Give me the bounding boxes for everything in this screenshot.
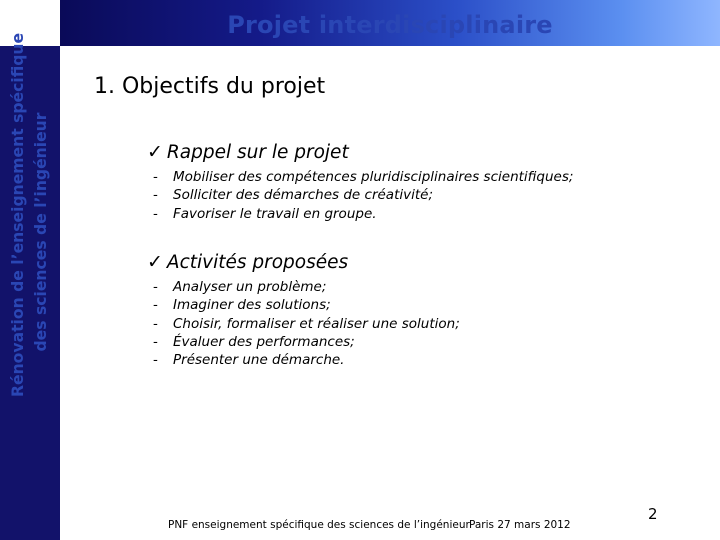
list-item: - Mobiliser des compétences pluridisciplinaires scientifiques; <box>153 169 574 185</box>
side-caption <box>0 0 60 540</box>
check-icon: ✓ <box>147 141 163 163</box>
page-number: 2 <box>648 505 658 523</box>
dash-icon: - <box>153 333 158 350</box>
side-caption-line-2: des sciences de l’ingénieur <box>32 112 50 352</box>
dash-icon: - <box>153 187 158 204</box>
list-item: - Solliciter des démarches de créativité; <box>153 187 434 204</box>
section-rappel <box>147 141 667 223</box>
slide-title: Projet interdisciplinaire <box>227 11 553 39</box>
list-item: - Favoriser le travail en groupe. <box>153 205 377 222</box>
section-heading: 1. Objectifs du projet <box>94 74 326 99</box>
dash-icon: - <box>153 205 158 222</box>
section-title-activites <box>147 251 667 273</box>
dash-icon: - <box>153 279 158 295</box>
section-title-text: Activités proposées <box>166 251 349 273</box>
dash-icon: - <box>153 315 158 332</box>
dash-icon: - <box>153 297 158 314</box>
dash-icon: - <box>153 169 158 185</box>
side-caption-line-1: Rénovation de l’enseignement spécifique <box>9 32 27 397</box>
bullet-list <box>153 168 667 223</box>
list-item: - Imaginer des solutions; <box>153 297 331 314</box>
list-item: - Choisir, formaliser et réaliser une solution; <box>153 315 460 332</box>
check-icon: ✓ <box>147 251 163 273</box>
list-item: - Présenter une démarche. <box>153 352 345 369</box>
list-item: - Évaluer des performances; <box>153 333 355 350</box>
section-title-rappel <box>147 141 667 163</box>
footer-left: PNF enseignement spécifique des sciences de l’ingénieur <box>168 519 470 531</box>
footer-right: Paris 27 mars 2012 <box>469 519 571 531</box>
section-title-text: Rappel sur le projet <box>166 141 349 163</box>
bullet-list <box>153 278 667 369</box>
list-item: - Analyser un problème; <box>153 279 327 295</box>
section-activites <box>147 251 667 369</box>
dash-icon: - <box>153 352 158 369</box>
